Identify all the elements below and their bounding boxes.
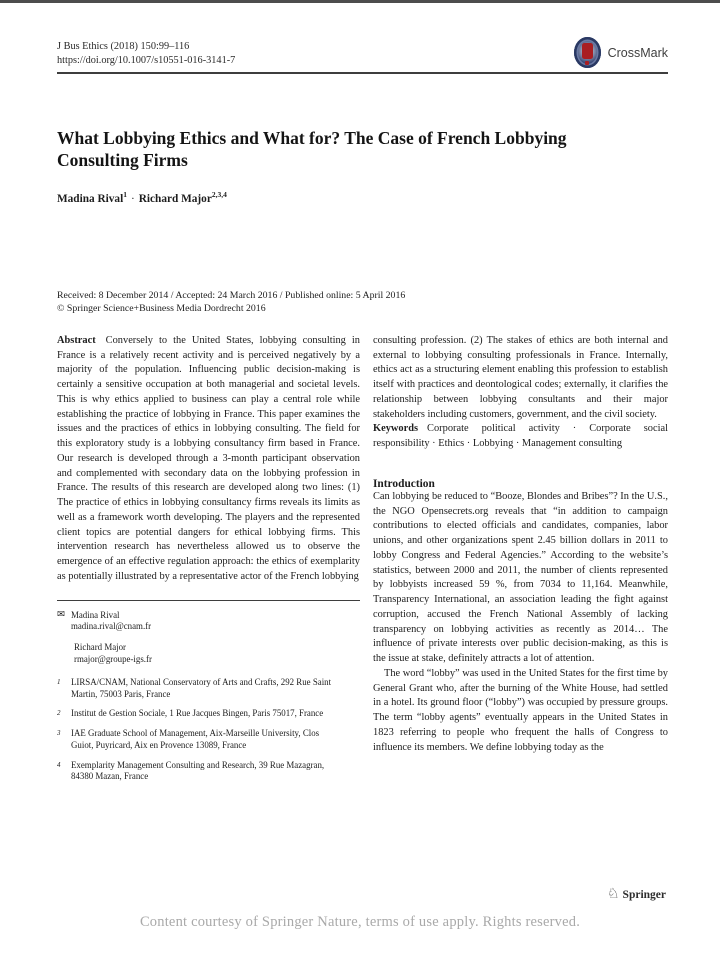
affiliation-number: 4 xyxy=(57,760,61,769)
author-2-affil-sup: 2,3,4 xyxy=(211,190,227,199)
paper-title: What Lobbying Ethics and What for? The Case of French Lobbying Consulting Firms xyxy=(57,128,567,170)
springer-horse-icon: ♘ xyxy=(606,887,620,902)
corresponding-author xyxy=(71,610,151,634)
keywords-line xyxy=(373,422,668,452)
affiliation-item xyxy=(57,760,360,784)
corresponding-author-name: Madina Rival xyxy=(70,609,120,620)
affiliation-text: LIRSA/CNAM, National Conservatory of Arts and Crafts, 292 Rue Saint Martin, 75003 Paris, France xyxy=(71,676,332,699)
crossmark-icon xyxy=(574,37,601,68)
coauthor-name: Richard Major xyxy=(74,642,127,653)
author-separator: · xyxy=(130,192,135,205)
corresponding-author-block xyxy=(57,610,360,634)
abstract-paragraph xyxy=(57,334,360,585)
coauthor-email[interactable]: rmajor@groupe-igs.fr xyxy=(74,653,152,664)
author-1-affil-sup: 1 xyxy=(123,190,127,199)
introduction-heading: Introduction xyxy=(373,477,435,490)
authors-line xyxy=(57,190,668,205)
crossmark-button[interactable] xyxy=(574,37,668,68)
envelope-icon: ✉ xyxy=(57,609,65,620)
doi-link[interactable]: https://doi.org/10.1007/s10551-016-3141-7 xyxy=(57,55,236,66)
affiliations-list xyxy=(57,677,360,784)
affiliation-number: 1 xyxy=(57,677,61,686)
abstract-label: Abstract xyxy=(57,334,96,346)
affiliation-text: IAE Graduate School of Management, Aix-Marseille University, Clos Guiot, Puyricard, Aix en Provence 13089, France xyxy=(71,728,320,750)
intro-paragraph-2: The word “lobby” was used in the United States for the first time by General Grant who, after the burning of the White House, had settled in a hotel. Its ground floor (“lobby”) was occupied by pressure groups. The term “lobby agents” eventually appears in the United States in 1823 referring to people who frequent the halls of Congress to influence its members. We define lobbying today as the xyxy=(373,667,668,753)
watermark-text: Content courtesy of Springer Nature, terms of use apply. Rights reserved. xyxy=(139,914,581,930)
affiliation-item xyxy=(57,677,360,701)
footnote-block xyxy=(57,600,360,784)
keywords-text: Corporate political activity · Corporate social responsibility · Ethics · Lobbying · Management consulting xyxy=(373,423,668,450)
dates-line: Received: 8 December 2014 / Accepted: 24 March 2016 / Published online: 5 April 2016 xyxy=(57,289,406,301)
springer-label: Springer xyxy=(622,889,666,901)
keywords-label: Keywords xyxy=(373,423,419,435)
intro-paragraph-1: Can lobbying be reduced to “Booze, Blondes and Bribes”? In the U.S., the NGO Opensecrets.org reveals that “in addition to campaign contributions to elected officials and candidates, companies, labor unions, and other organizations spent 2.45 billion dollars in 2011 to lobby Congress and Federal Agencies.” According to the website’s statistics, between 2000 and 2011, the number of clients represented by lobbyists increased 59 %, from 7034 to 11,164. Meanwhile, Transparency International, an association leading the fight against corruption, accused the French National Assembly of lacking transparency on lobbying activities as recently as 2014… The influence of private interests over public decision-making, as this is the issue at stake, definitely attracts a lot of attention. xyxy=(373,490,668,665)
springer-logo xyxy=(607,888,666,902)
affiliation-item xyxy=(57,728,360,752)
abstract-text-col1: Conversely to the United States, lobbying consulting in France is a relatively recent activity and is perceived negatively by a majority of the population. Influencing public decision-making is certainly a sensitive occupation at both managerial and societal levels. This is why ethics applied to business can play a central role while establishing the practice of lobbying in France. This paper examines the issues and the practices of ethics in lobbying consulting. The field for this exploratory study is a lobbying consultancy firm based in France. Our research is developed through a 3-month participant observation and complemented with secondary data on the lobbying profession in France. The results of this research are developed along two lines: (1) The practice of ethics in lobbying consultancy firms reveals its limits as well as a framework worth developing. The players and the represented client topics are potential dangers for ethical lobbying firms. This intervention research has nevertheless allowed us to observe the emergence of an effective regulation approach: the ethics of exemplarity as potentially illustrated by a representative actor of the French lobbying xyxy=(57,334,360,582)
affiliation-number: 2 xyxy=(57,709,61,718)
coauthor-contact-block xyxy=(74,642,360,666)
abstract-text-col2: consulting profession. (2) The stakes of ethics are both internal and external to lobbying consulting professionals in France. Internally, ethics act as a structuring element enabling this profession to establish itself with practices and deontological codes; externally, it clarifies the relationship between lobbying consultants and their major stakeholders including customers, government, and the civil society. xyxy=(373,334,668,420)
journal-header xyxy=(57,40,668,68)
left-column xyxy=(57,334,360,784)
affiliation-text: Institut de Gestion Sociale, 1 Rue Jacques Bingen, Paris 75017, France xyxy=(71,708,324,719)
copyright-line: © Springer Science+Business Media Dordrecht 2016 xyxy=(57,303,266,315)
journal-citation: J Bus Ethics (2018) 150:99–116 xyxy=(57,41,190,52)
page-content xyxy=(57,0,668,783)
crossmark-label: CrossMark xyxy=(607,45,668,60)
corresponding-author-email[interactable]: madina.rival@cnam.fr xyxy=(70,621,152,632)
right-column xyxy=(373,334,668,784)
two-column-body xyxy=(57,334,668,784)
header-divider xyxy=(57,72,668,74)
affiliation-text: Exemplarity Management Consulting and Research, 39 Rue Mazagran, 84380 Mazan, France xyxy=(71,759,325,782)
journal-meta xyxy=(57,40,235,68)
affiliation-item xyxy=(57,708,360,720)
author-2: Richard Major$^{2,3,4}$ xyxy=(138,190,227,205)
affiliation-number: 3 xyxy=(57,729,61,738)
author-1: Madina Rival$^1$ xyxy=(57,190,127,205)
